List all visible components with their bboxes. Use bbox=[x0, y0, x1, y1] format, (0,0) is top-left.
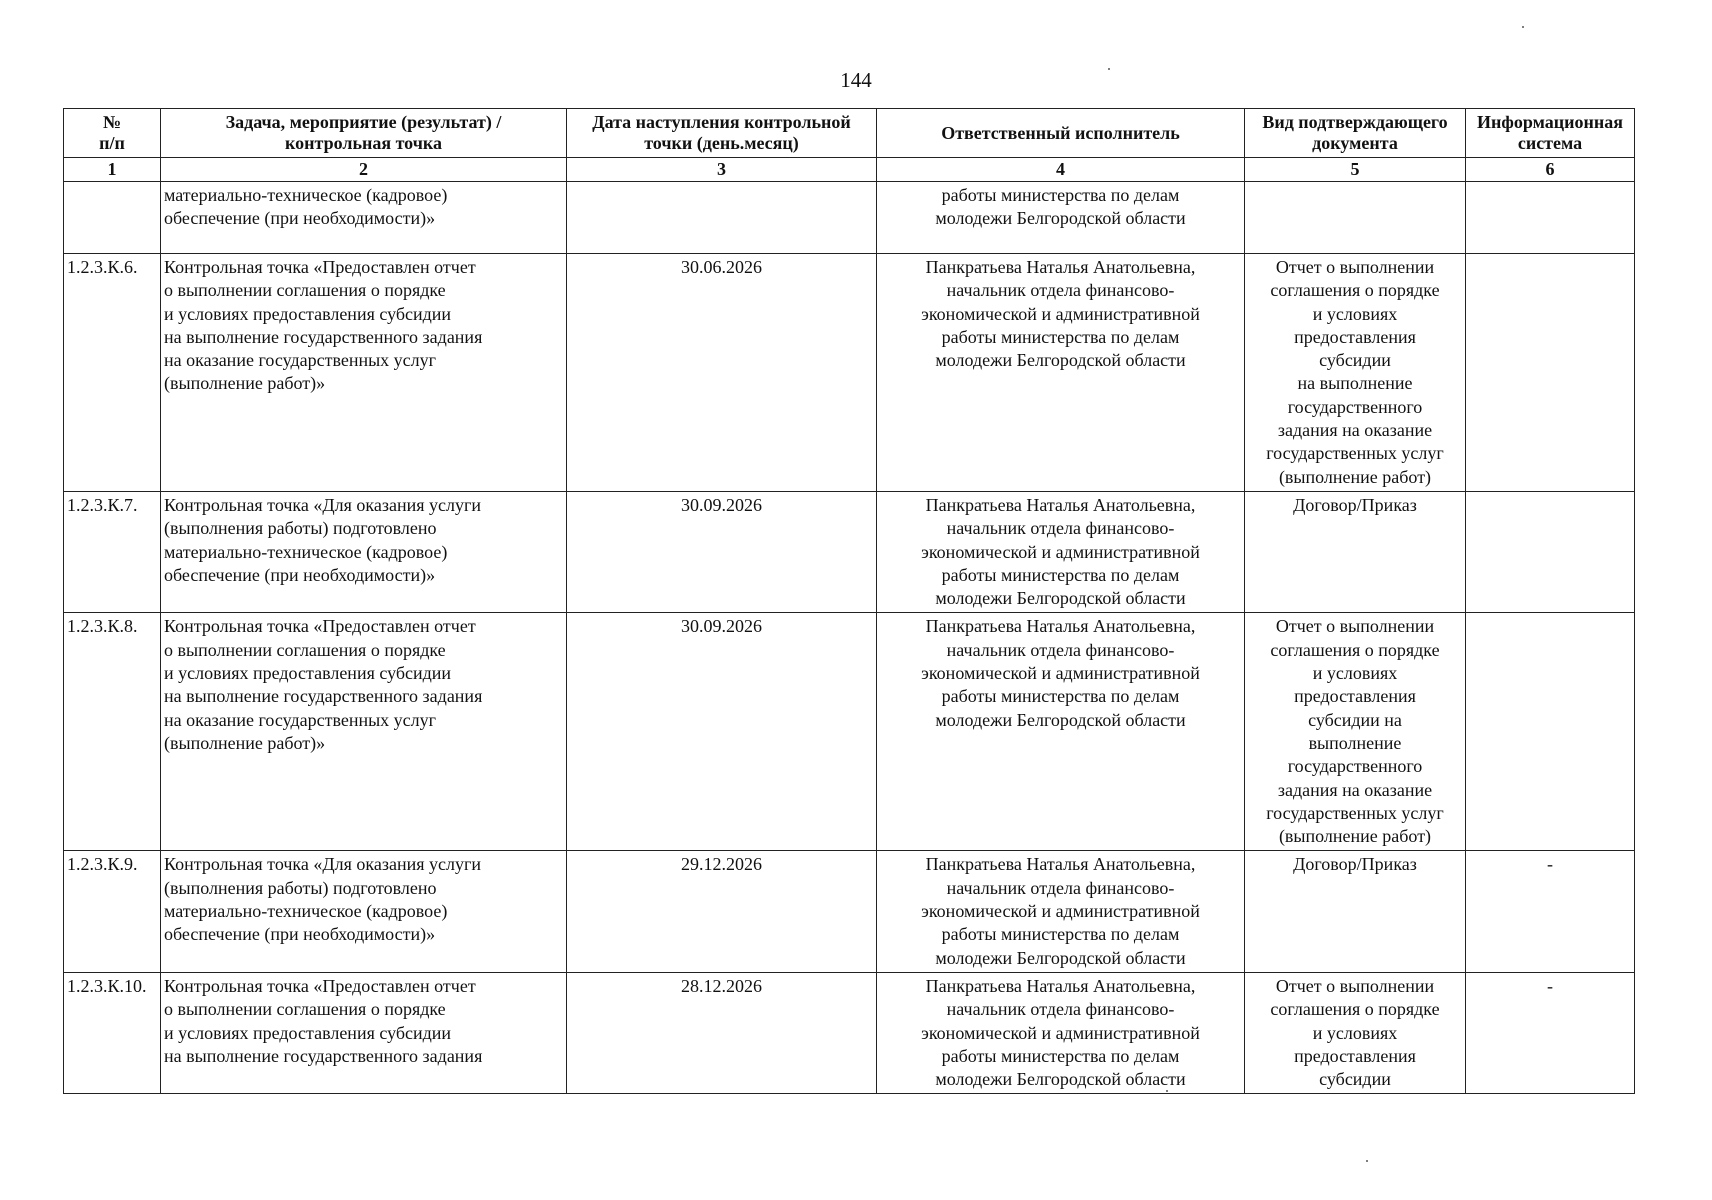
row-executor: работы министерства по делам молодежи Белгородской области bbox=[877, 182, 1245, 254]
header-date: Дата наступления контрольной точки (день.месяц) bbox=[567, 109, 877, 158]
row-system: - bbox=[1466, 972, 1635, 1093]
header-number: № п/п bbox=[64, 109, 161, 158]
control-points-table bbox=[63, 108, 1635, 1094]
row-system: - bbox=[1466, 851, 1635, 972]
table-row bbox=[64, 254, 1635, 492]
row-number: 1.2.3.К.8. bbox=[64, 613, 161, 851]
row-document: Отчет о выполнении соглашения о порядке и условиях предоставления субсидии на выполнение государственного задания на оказание государственных услуг (выполнение работ) bbox=[1245, 613, 1466, 851]
column-number: 6 bbox=[1466, 158, 1635, 182]
row-number: 1.2.3.К.10. bbox=[64, 972, 161, 1093]
row-system bbox=[1466, 254, 1635, 492]
column-number-row bbox=[64, 158, 1635, 182]
row-executor: Панкратьева Наталья Анатольевна, начальник отдела финансово- экономической и административной работы министерства по делам молодежи Белгородской области bbox=[877, 491, 1245, 612]
header-row bbox=[64, 109, 1635, 158]
header-system: Информационная система bbox=[1466, 109, 1635, 158]
row-number: 1.2.3.К.9. bbox=[64, 851, 161, 972]
table-row bbox=[64, 613, 1635, 851]
row-document: Договор/Приказ bbox=[1245, 851, 1466, 972]
column-number: 3 bbox=[567, 158, 877, 182]
row-number: 1.2.3.К.7. bbox=[64, 491, 161, 612]
header-task: Задача, мероприятие (результат) / контрольная точка bbox=[161, 109, 567, 158]
row-document: Отчет о выполнении соглашения о порядке и условиях предоставления субсидии bbox=[1245, 972, 1466, 1093]
table-row bbox=[64, 182, 1635, 254]
row-system bbox=[1466, 491, 1635, 612]
row-date bbox=[567, 182, 877, 254]
table-row bbox=[64, 972, 1635, 1093]
row-task: Контрольная точка «Предоставлен отчет о выполнении соглашения о порядке и условиях предоставления субсидии на выполнение государственного задания на оказание государственных услуг (выполнение работ)» bbox=[161, 254, 567, 492]
row-date: 28.12.2026 bbox=[567, 972, 877, 1093]
row-task: Контрольная точка «Для оказания услуги (выполнения работы) подготовлено материально-техническое (кадровое) обеспечение (при необходимости)» bbox=[161, 491, 567, 612]
row-executor: Панкратьева Наталья Анатольевна, начальник отдела финансово- экономической и административной работы министерства по делам молодежи Белгородской области bbox=[877, 613, 1245, 851]
row-number: 1.2.3.К.6. bbox=[64, 254, 161, 492]
row-system bbox=[1466, 182, 1635, 254]
header-executor: Ответственный исполнитель bbox=[877, 109, 1245, 158]
row-number bbox=[64, 182, 161, 254]
column-number: 4 bbox=[877, 158, 1245, 182]
page-number: 144 bbox=[840, 68, 872, 92]
scan-speck bbox=[1522, 26, 1524, 28]
row-date: 30.09.2026 bbox=[567, 613, 877, 851]
row-date: 30.09.2026 bbox=[567, 491, 877, 612]
row-date: 29.12.2026 bbox=[567, 851, 877, 972]
column-number: 2 bbox=[161, 158, 567, 182]
scan-speck bbox=[1166, 1090, 1168, 1092]
row-document bbox=[1245, 182, 1466, 254]
row-task: материально-техническое (кадровое) обеспечение (при необходимости)» bbox=[161, 182, 567, 254]
row-executor: Панкратьева Наталья Анатольевна, начальник отдела финансово- экономической и административной работы министерства по делам молодежи Белгородской области bbox=[877, 254, 1245, 492]
row-document: Отчет о выполнении соглашения о порядке и условиях предоставления субсидии на выполнение государственного задания на оказание государственных услуг (выполнение работ) bbox=[1245, 254, 1466, 492]
row-document: Договор/Приказ bbox=[1245, 491, 1466, 612]
row-task: Контрольная точка «Предоставлен отчет о выполнении соглашения о порядке и условиях предоставления субсидии на выполнение государственного задания на оказание государственных услуг (выполнение работ)» bbox=[161, 613, 567, 851]
table-row bbox=[64, 851, 1635, 972]
column-number: 5 bbox=[1245, 158, 1466, 182]
row-task: Контрольная точка «Предоставлен отчет о выполнении соглашения о порядке и условиях предоставления субсидии на выполнение государственного задания bbox=[161, 972, 567, 1093]
table-row bbox=[64, 491, 1635, 612]
row-executor: Панкратьева Наталья Анатольевна, начальник отдела финансово- экономической и административной работы министерства по делам молодежи Белгородской области bbox=[877, 972, 1245, 1093]
row-system bbox=[1466, 613, 1635, 851]
row-executor: Панкратьева Наталья Анатольевна, начальник отдела финансово- экономической и административной работы министерства по делам молодежи Белгородской области bbox=[877, 851, 1245, 972]
scan-speck bbox=[1108, 68, 1110, 70]
header-document: Вид подтверждающего документа bbox=[1245, 109, 1466, 158]
column-number: 1 bbox=[64, 158, 161, 182]
row-date: 30.06.2026 bbox=[567, 254, 877, 492]
row-task: Контрольная точка «Для оказания услуги (выполнения работы) подготовлено материально-техническое (кадровое) обеспечение (при необходимости)» bbox=[161, 851, 567, 972]
scan-speck bbox=[1366, 1160, 1368, 1162]
